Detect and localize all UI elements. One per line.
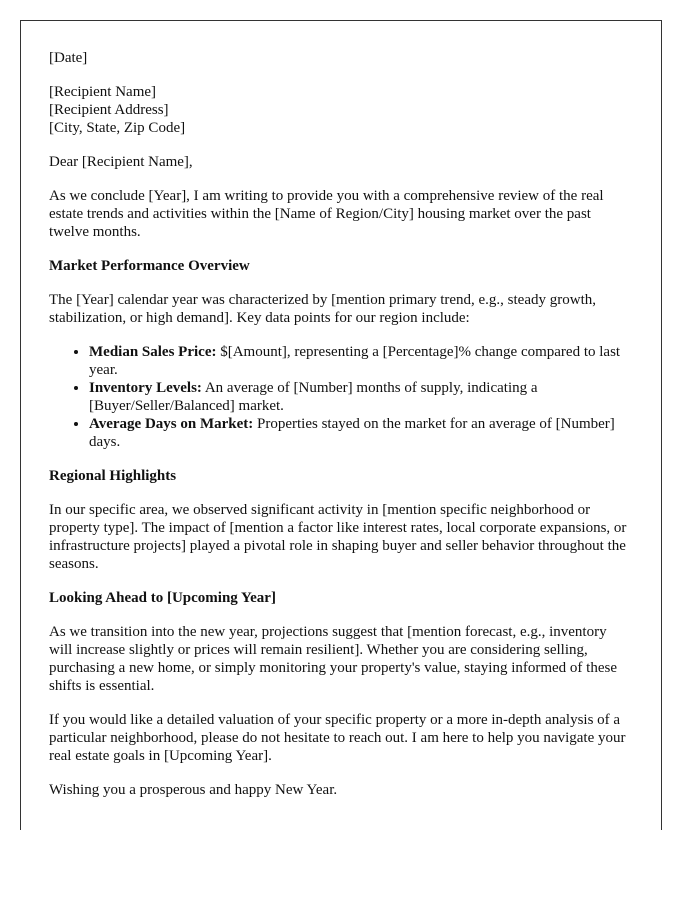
ahead-heading: Looking Ahead to [Upcoming Year] — [49, 590, 276, 606]
market-heading: Market Performance Overview — [49, 258, 250, 274]
bullet-label: Inventory Levels: — [89, 380, 202, 396]
recipient-address: [Recipient Address] — [49, 102, 169, 118]
bullet-text: $[Amount], representing a [Percentage]% change compared to last year. — [89, 344, 621, 378]
recipient-block — [49, 83, 633, 137]
recipient-city: [City, State, Zip Code] — [49, 120, 186, 136]
bullet-median-price — [89, 343, 633, 379]
date: [Date] — [49, 50, 88, 66]
bullet-label: Average Days on Market: — [89, 416, 254, 432]
market-bullets — [49, 343, 633, 451]
intro-paragraph: As we conclude [Year], I am writing to provide you with a comprehensive review of the real estate trends and activities within the [Name of Region/City] housing market over the past twelve months. — [49, 188, 604, 240]
bullet-text: Properties stayed on the market for an average of [Number] days. — [89, 416, 615, 450]
bullet-inventory — [89, 379, 633, 415]
market-paragraph: The [Year] calendar year was characterized by [mention primary trend, e.g., steady growth, stabilization, or high demand]. Key data points for our region include: — [49, 292, 596, 326]
closing-paragraph: If you would like a detailed valuation of your specific property or a more in-depth analysis of a particular neighborhood, please do not hesitate to reach out. I am here to help you navigate your real estate goals in [Upcoming Year]. — [49, 712, 626, 764]
bullet-text: An average of [Number] months of supply, indicating a [Buyer/Seller/Balanced] market. — [89, 380, 538, 414]
ahead-paragraph: As we transition into the new year, projections suggest that [mention forecast, e.g., inventory will increase slightly or prices will remain resilient]. Whether you are considering selling, purchasing a new home, or simply monitoring your property's value, staying informed of these shifts is essential. — [49, 624, 618, 694]
bullet-label: Median Sales Price: — [89, 344, 217, 360]
regional-heading: Regional Highlights — [49, 468, 177, 484]
regional-paragraph: In our specific area, we observed significant activity in [mention specific neighborhood or property type]. The impact of [mention a factor like interest rates, local corporate expansions, or infrastructure projects] played a pivotal role in shaping buyer and seller behavior throughout the seasons. — [49, 502, 627, 572]
letter-page — [20, 20, 662, 830]
recipient-name: [Recipient Name] — [49, 84, 157, 100]
wishes: Wishing you a prosperous and happy New Year. — [49, 782, 338, 798]
bullet-days-on-market — [89, 415, 633, 451]
salutation: Dear [Recipient Name], — [49, 154, 193, 170]
